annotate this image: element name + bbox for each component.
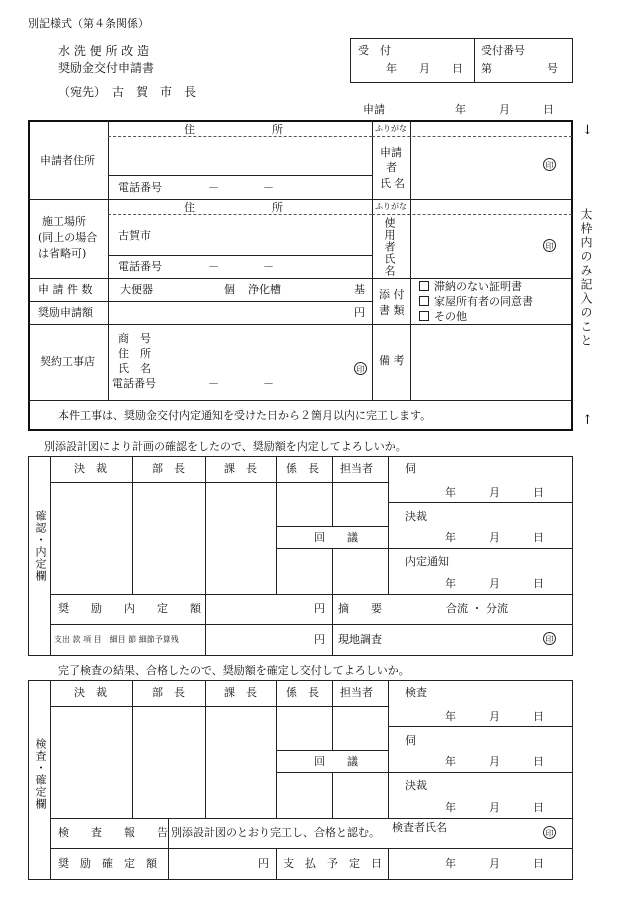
confirm-header-1: 決 裁	[74, 462, 107, 475]
attach-item-2[interactable]: 家屋所有者の同意書	[419, 296, 533, 307]
applicant-seal-icon: 印	[543, 158, 556, 171]
site-section-label-1: 施工場所	[42, 215, 86, 228]
final-item-kensa: 検査	[405, 686, 427, 699]
checkbox-icon[interactable]	[419, 311, 429, 321]
site-section-label-2: (同上の場合	[38, 231, 98, 244]
site-phone-label: 電話番号	[118, 260, 162, 273]
contractor-phone-label: 電話番号	[112, 377, 156, 390]
receipt-number[interactable]: 第 号	[481, 62, 558, 75]
final-date-3[interactable]: 年 月 日	[445, 801, 544, 814]
final-section-label: 検査・確定欄	[34, 738, 47, 810]
site-user-name-label: 使用者氏名	[383, 217, 396, 277]
applicant-name-label-3: 氏名	[380, 177, 408, 190]
site-seal-icon: 印	[543, 239, 556, 252]
confirm-survey-seal-icon: 印	[543, 632, 556, 645]
application-frame	[28, 120, 573, 431]
site-section-label-3: は省略可)	[38, 247, 87, 260]
final-header-3: 課 長	[224, 686, 257, 699]
receipt-number-label: 受付番号	[481, 44, 525, 57]
confirm-date-3[interactable]: 年 月 日	[445, 577, 544, 590]
final-pay-date[interactable]: 年 月 日	[445, 857, 544, 870]
final-pay-label: 支 払 予 定 日	[283, 857, 382, 870]
arrow-up-icon: ↑	[582, 413, 593, 428]
applicant-phone-field[interactable]: － －	[208, 181, 274, 194]
attach-item-3[interactable]: その他	[419, 311, 467, 322]
count-label: 申 請 件 数	[38, 283, 93, 296]
confirm-header-2: 部 長	[152, 462, 185, 475]
final-date-1[interactable]: 年 月 日	[445, 710, 544, 723]
contractor-phone-field[interactable]: － －	[208, 377, 274, 390]
receipt-label: 受 付	[358, 44, 391, 57]
final-header-4: 係 長	[286, 686, 319, 699]
site-city: 古賀市	[118, 229, 151, 242]
confirm-item-naitei: 内定通知	[405, 555, 449, 568]
applicant-name-label-1: 申請	[380, 146, 402, 159]
final-header-1: 決 裁	[74, 686, 107, 699]
confirm-section-label: 確認・内定欄	[34, 510, 47, 582]
final-inspector-seal-icon: 印	[543, 826, 556, 839]
contractor-shop-label: 商 号	[118, 332, 151, 345]
attach-item-1[interactable]: 滞納のない証明書	[419, 281, 522, 292]
amount-yen: 円	[354, 306, 365, 319]
final-report-text: 別添設計図のとおり完工し、合格と認む。	[171, 826, 380, 839]
applicant-name-label-2: 者	[386, 161, 397, 174]
confirm-intro: 別添設計図により計画の確認をしたので、奨励額を内定してよろしいか。	[44, 440, 407, 453]
confirm-header-5: 担当者	[340, 462, 373, 475]
septic-unit: 基	[354, 283, 365, 296]
site-furigana-label: ふりがな	[375, 202, 407, 211]
apply-date[interactable]: 年 月 日	[455, 103, 554, 116]
checkbox-icon[interactable]	[419, 281, 429, 291]
receipt-date[interactable]: 年 月 日	[386, 62, 463, 75]
applicant-section-label: 申請者住所	[40, 154, 95, 167]
confirm-item-ukagai: 伺	[405, 462, 416, 475]
final-amount-label: 奨 励 確 定 額	[58, 857, 157, 870]
side-note: 太枠内のみ記入のこと	[579, 208, 593, 348]
applicant-address-label: 住 所	[184, 123, 283, 136]
site-phone-field[interactable]: － －	[208, 260, 274, 273]
confirm-kaigi: 回 議	[314, 531, 358, 544]
apply-label: 申請	[363, 103, 385, 116]
applicant-furigana-label: ふりがな	[375, 124, 407, 133]
final-item-ukagai: 伺	[405, 734, 416, 747]
site-address-label: 住 所	[184, 201, 283, 214]
confirm-amount-yen: 円	[314, 602, 325, 615]
final-header-5: 担当者	[340, 686, 373, 699]
final-date-2[interactable]: 年 月 日	[445, 755, 544, 768]
checkbox-icon[interactable]	[419, 296, 429, 306]
attach-label-1: 添 付	[379, 288, 405, 301]
confirm-date-2[interactable]: 年 月 日	[445, 531, 544, 544]
final-amount-yen: 円	[258, 857, 269, 870]
confirm-summary-value[interactable]: 合流 ・ 分流	[446, 602, 508, 615]
confirm-survey-label: 現地調査	[338, 633, 382, 646]
toilet-label: 大便器	[120, 283, 153, 296]
confirm-summary-label: 摘 要	[338, 602, 382, 615]
confirm-budget-yen: 円	[314, 633, 325, 646]
arrow-down-icon: ↓	[582, 123, 593, 138]
amount-label: 奨励申請額	[38, 306, 93, 319]
confirm-header-4: 係 長	[286, 462, 319, 475]
applicant-phone-label: 電話番号	[118, 181, 162, 194]
septic-label: 浄化槽	[248, 283, 281, 296]
confirm-item-kessai: 決裁	[405, 510, 427, 523]
addressee: （宛先） 古 賀 市 長	[58, 85, 197, 99]
attach-label-2: 書 類	[379, 304, 405, 317]
final-report-label: 検 査 報 告	[58, 826, 168, 839]
confirm-header-3: 課 長	[224, 462, 257, 475]
contractor-address-label: 住 所	[118, 347, 151, 360]
final-inspector-label: 検査者氏名	[392, 821, 447, 834]
contractor-section-label: 契約工事店	[40, 355, 95, 368]
form-title-line2: 奨励金交付申請書	[58, 61, 155, 75]
confirm-date-1[interactable]: 年 月 日	[445, 486, 544, 499]
remarks-label: 備 考	[379, 354, 405, 367]
final-intro: 完了検査の結果、合格したので、奨励額を確定し交付してよろしいか。	[58, 664, 410, 677]
confirm-amount-label: 奨 励 内 定 額	[58, 602, 201, 615]
confirm-budget-label: 支出 款 項 目 細目 節 細節予算残	[54, 635, 179, 644]
contractor-seal-icon: 印	[354, 362, 367, 375]
final-header-2: 部 長	[152, 686, 185, 699]
final-item-kessai: 決裁	[405, 779, 427, 792]
toilet-unit: 個	[224, 283, 235, 296]
form-title-line1: 水 洗 便 所 改 造	[58, 44, 150, 58]
completion-note: 本件工事は、奨励金交付内定通知を受けた日から２箇月以内に完工します。	[58, 409, 432, 422]
form-reference: 別記様式（第４条関係）	[28, 17, 149, 30]
contractor-name-label: 氏 名	[118, 362, 151, 375]
final-kaigi: 回 議	[314, 755, 358, 768]
